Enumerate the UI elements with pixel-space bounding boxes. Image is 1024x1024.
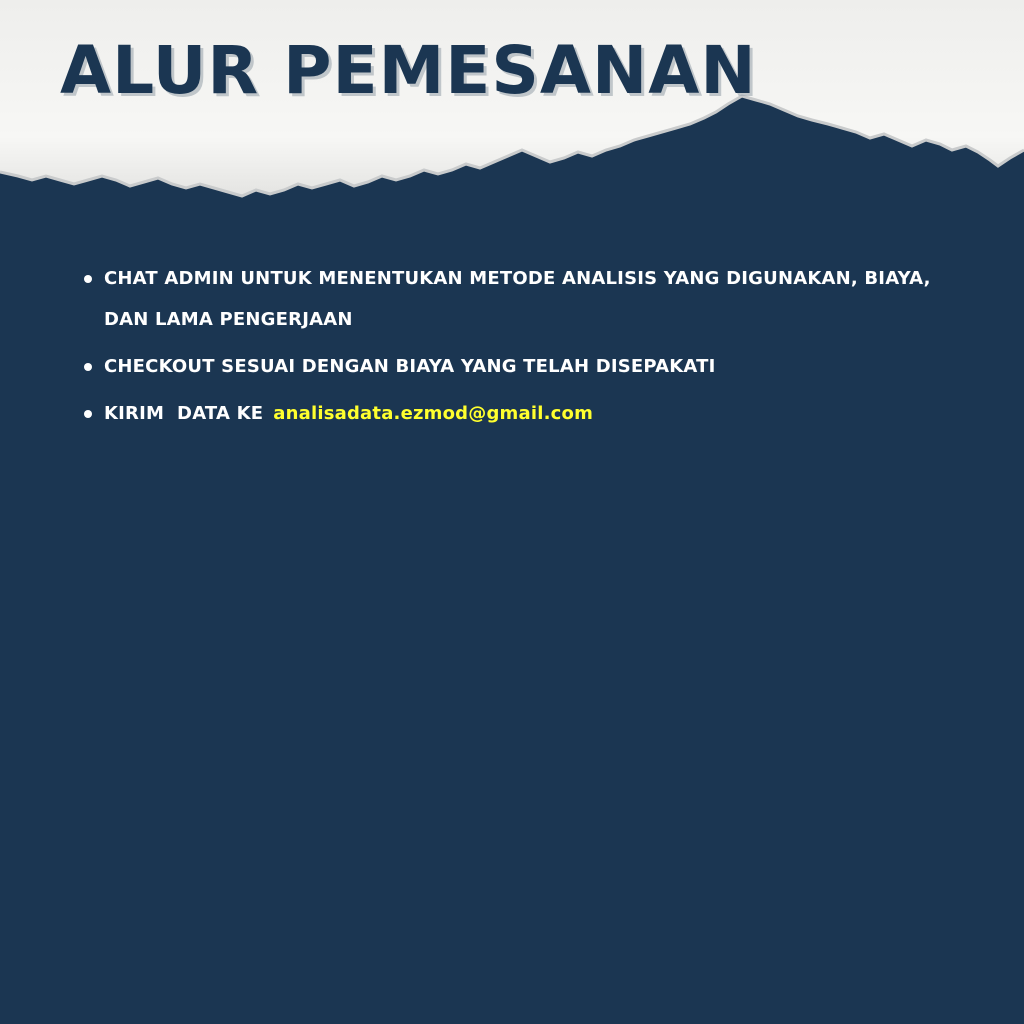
list-item [84, 393, 944, 434]
step-text: KIRIM DATA KE [104, 403, 264, 424]
page-title: ALUR PEMESANAN [60, 32, 757, 109]
bullet-icon [84, 275, 92, 283]
email-address: analisadata.ezmod@gmail.com [273, 403, 594, 424]
list-item [84, 258, 944, 340]
bullet-icon [84, 410, 92, 418]
order-steps-list [84, 258, 944, 440]
bullet-icon [84, 363, 92, 371]
step-text: CHECKOUT SESUAI DENGAN BIAYA YANG TELAH DISEPAKATI [104, 356, 716, 377]
step-text: CHAT ADMIN UNTUK MENENTUKAN METODE ANALISIS YANG DIGUNAKAN, BIAYA, DAN LAMA PENGERJAAN [104, 268, 931, 330]
list-item [84, 346, 944, 387]
